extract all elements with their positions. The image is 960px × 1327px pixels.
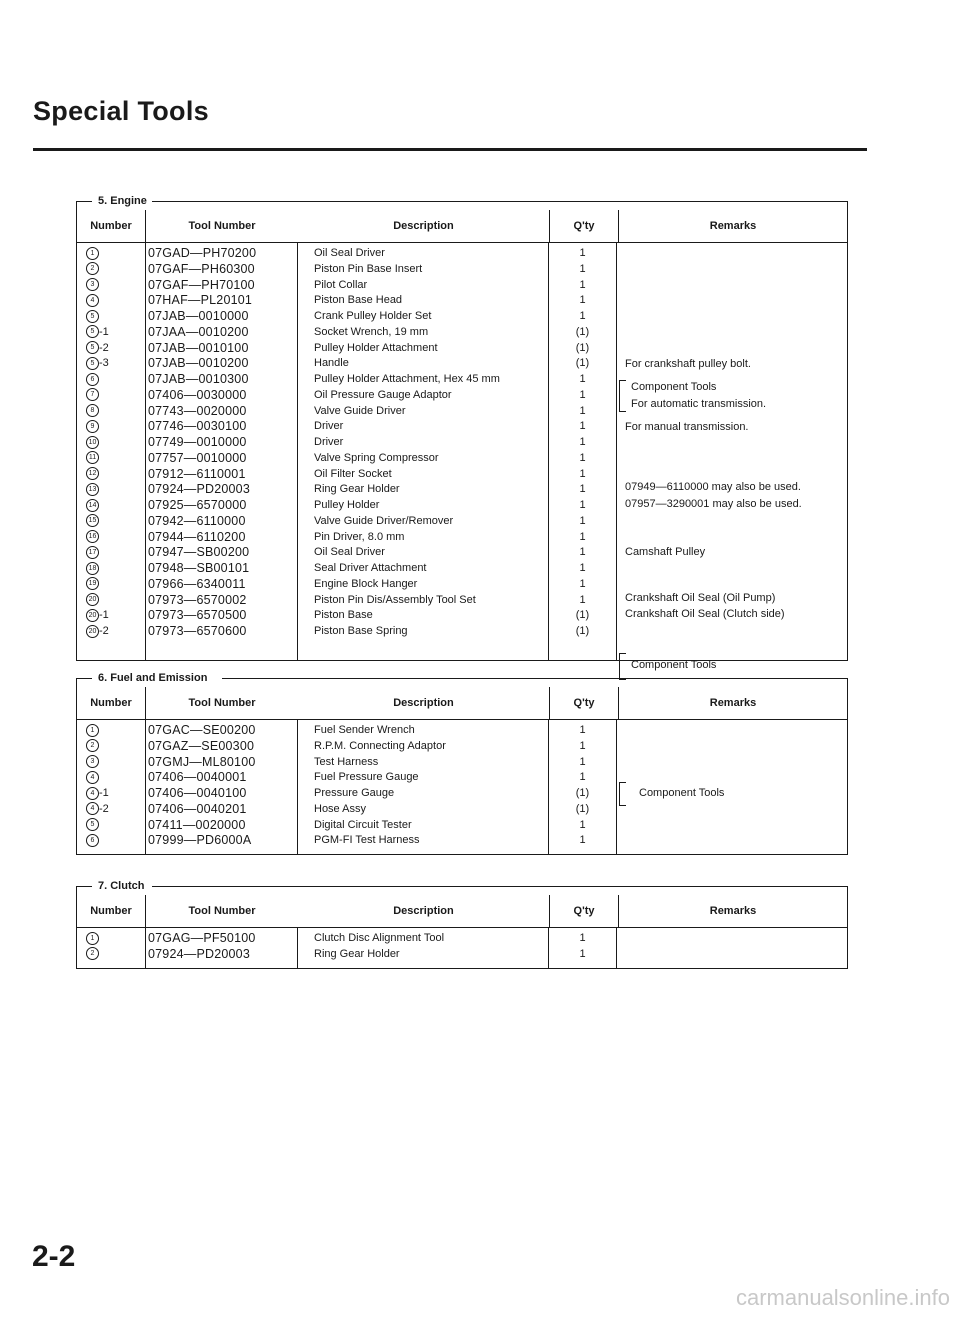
header-remarks: Remarks — [618, 687, 847, 719]
circled-number: 12 — [86, 467, 99, 480]
item-number-suffix: -1 — [99, 609, 109, 622]
tool-qty: 1 — [579, 262, 586, 275]
tool-qty: 1 — [579, 947, 586, 960]
circled-number: 4 — [86, 787, 99, 800]
tool-qty: 1 — [579, 310, 586, 322]
qty-column — [548, 928, 616, 968]
circled-number: 17 — [86, 546, 99, 559]
header-number: Number — [90, 905, 132, 917]
tool-number: 07944—6110200 — [148, 529, 246, 544]
tool-number: 07746—0030100 — [148, 419, 247, 434]
item-number — [77, 372, 145, 388]
item-number — [77, 723, 145, 739]
item-number — [77, 755, 145, 771]
header-number: Number — [90, 220, 132, 232]
tool-description: Pulley Holder Attachment, Hex 45 mm — [314, 373, 500, 385]
tool-description: Handle — [314, 357, 349, 370]
circled-number: 4 — [86, 771, 99, 784]
tool-qty: 1 — [579, 546, 586, 559]
tool-description: Crank Pulley Holder Set — [314, 310, 432, 322]
tool-qty: 1 — [579, 278, 586, 291]
tool-number-column — [145, 720, 297, 854]
tool-number: 07GAZ—SE00300 — [148, 738, 255, 753]
item-number — [77, 419, 145, 435]
circled-number: 3 — [86, 755, 99, 768]
fuel-section — [76, 671, 848, 855]
item-number-suffix: -2 — [99, 625, 109, 637]
remark-manual: For manual transmission. — [625, 421, 749, 433]
circled-number: 5 — [86, 818, 99, 831]
page-number: 2-2 — [32, 1240, 76, 1273]
header-tool-number: Tool Number — [145, 895, 298, 927]
circled-number: 8 — [86, 404, 99, 417]
circled-number: 6 — [86, 834, 99, 847]
tool-description: Oil Seal Driver — [314, 247, 385, 259]
circled-number: 10 — [86, 436, 99, 449]
tool-number: 07973—6570600 — [148, 624, 247, 638]
tool-qty: 1 — [579, 724, 586, 736]
tool-qty: 1 — [579, 373, 586, 385]
tool-qty: (1) — [575, 625, 590, 637]
tool-qty: (1) — [575, 341, 590, 354]
header-remarks: Remarks — [618, 895, 847, 927]
tool-number: 07JAA—0010200 — [148, 324, 249, 339]
description-column — [297, 928, 548, 968]
header-qty: Q'ty — [549, 210, 618, 242]
circled-number: 14 — [86, 499, 99, 512]
header-qty: Q'ty — [549, 895, 618, 927]
circled-number: 5 — [86, 325, 99, 338]
tool-qty: 1 — [579, 404, 586, 417]
tool-description: Valve Spring Compressor — [314, 451, 439, 464]
circled-number: 9 — [86, 420, 99, 433]
item-number — [77, 293, 145, 309]
item-number — [77, 608, 145, 624]
tool-qty: 1 — [579, 818, 586, 831]
tool-qty: 1 — [579, 562, 586, 574]
remarks-column — [616, 928, 847, 968]
tool-description: Ring Gear Holder — [314, 947, 400, 960]
qty-column — [548, 720, 616, 854]
tool-qty: 1 — [579, 388, 586, 401]
header-tool-number: Tool Number — [145, 687, 298, 719]
tool-number: 07GMJ—ML80100 — [148, 754, 256, 769]
clutch-section — [76, 879, 848, 969]
circled-number: 20 — [86, 593, 99, 606]
tool-description: Oil Seal Driver — [314, 546, 385, 559]
tool-number: 07942—6110000 — [148, 513, 246, 528]
item-number-suffix: -2 — [99, 802, 109, 815]
tool-number-column — [145, 928, 297, 968]
tool-number: 07999—PD6000A — [148, 833, 252, 848]
circled-number: 20 — [86, 625, 99, 638]
tool-number: 07JAB—0010100 — [148, 340, 249, 355]
number-column — [77, 928, 145, 968]
item-number — [77, 770, 145, 786]
circled-number: 11 — [86, 451, 99, 464]
item-number — [77, 833, 145, 849]
circled-number: 6 — [86, 373, 99, 386]
tool-number: 07411—0020000 — [148, 817, 246, 832]
tool-description: Digital Circuit Tester — [314, 818, 412, 831]
qty-column — [548, 243, 616, 660]
item-number — [77, 467, 145, 483]
item-number — [77, 514, 145, 530]
circled-number: 3 — [86, 278, 99, 291]
tool-description: Oil Pressure Gauge Adaptor — [314, 388, 452, 401]
number-column — [77, 720, 145, 854]
tool-qty: 1 — [579, 436, 586, 448]
section-title: 6. Fuel and Emission — [98, 672, 208, 684]
item-number — [77, 388, 145, 404]
header-description: Description — [393, 697, 454, 709]
circled-number: 5 — [86, 310, 99, 323]
item-number-suffix: -2 — [99, 341, 109, 354]
item-number — [77, 451, 145, 467]
component-bracket — [619, 380, 626, 412]
circled-number: 4 — [86, 802, 99, 815]
tool-number: 07JAB—0010000 — [148, 309, 249, 323]
circled-number: 20 — [86, 609, 99, 622]
tool-qty: 1 — [579, 294, 586, 307]
tool-number: 07406—0040001 — [148, 770, 247, 785]
tool-description: Pin Driver, 8.0 mm — [314, 530, 405, 543]
item-number-suffix: -1 — [99, 787, 109, 799]
tool-description: Oil Filter Socket — [314, 467, 392, 480]
number-column — [77, 243, 145, 660]
tool-qty: 1 — [579, 593, 586, 606]
tool-qty: (1) — [575, 787, 590, 799]
remark-crank: For crankshaft pulley bolt. — [625, 358, 751, 370]
tool-number: 07GAF—PH70100 — [148, 277, 255, 292]
tool-qty: 1 — [579, 451, 586, 464]
circled-number: 7 — [86, 388, 99, 401]
tool-number: 07924—PD20003 — [148, 946, 250, 961]
tool-description: R.P.M. Connecting Adaptor — [314, 739, 446, 752]
item-number — [77, 482, 145, 498]
tool-qty: 1 — [579, 499, 586, 511]
circled-number: 16 — [86, 530, 99, 543]
tool-description: Fuel Sender Wrench — [314, 724, 415, 736]
tool-qty: 1 — [579, 467, 586, 480]
item-number — [77, 545, 145, 561]
tool-number: 07406—0040100 — [148, 786, 247, 800]
item-number — [77, 624, 145, 640]
tool-number: 07JAB—0010300 — [148, 372, 249, 386]
item-number — [77, 786, 145, 802]
item-number — [77, 309, 145, 325]
tool-number: 07924—PD20003 — [148, 482, 250, 497]
table-header — [77, 687, 847, 720]
item-number — [77, 356, 145, 372]
header-number: Number — [90, 697, 132, 709]
remark-alt-1: 07949—6110000 may also be used. — [625, 481, 801, 493]
tool-qty: 1 — [579, 739, 586, 752]
circled-number: 15 — [86, 514, 99, 527]
tool-description: Pressure Gauge — [314, 787, 395, 799]
circled-number: 2 — [86, 947, 99, 960]
header-description: Description — [393, 220, 454, 232]
tool-description: Test Harness — [314, 755, 379, 768]
tool-number: 07925—6570000 — [148, 498, 247, 512]
tool-description: Engine Block Hanger — [314, 577, 418, 590]
circled-number: 1 — [86, 724, 99, 737]
item-number — [77, 802, 145, 818]
header-tool-number: Tool Number — [145, 210, 298, 242]
item-number — [77, 435, 145, 451]
tool-number: 07973—6570500 — [148, 608, 247, 623]
engine-section — [76, 194, 848, 671]
tool-qty: 1 — [579, 577, 586, 590]
tool-description: Piston Pin Base Insert — [314, 262, 423, 275]
circled-number: 18 — [86, 562, 99, 575]
table-header — [77, 895, 847, 928]
tool-description: Seal Driver Attachment — [314, 562, 427, 574]
tool-qty: (1) — [575, 802, 590, 815]
item-number — [77, 246, 145, 262]
remark-seal-clutch: Crankshaft Oil Seal (Clutch side) — [625, 608, 785, 620]
tool-description: Hose Assy — [314, 802, 366, 815]
item-number — [77, 577, 145, 593]
circled-number: 5 — [86, 357, 99, 370]
tool-description: Socket Wrench, 19 mm — [314, 325, 429, 338]
tool-qty: 1 — [579, 514, 586, 527]
remark-automatic: For automatic transmission. — [631, 398, 767, 410]
item-number — [77, 278, 145, 294]
item-number — [77, 931, 145, 947]
tool-description: Pilot Collar — [314, 278, 368, 291]
circled-number: 2 — [86, 262, 99, 275]
remark-component: Component Tools — [639, 787, 725, 799]
tool-number: 07948—SB00101 — [148, 561, 250, 575]
tool-number: 07757—0010000 — [148, 450, 247, 465]
page-title: Special Tools — [33, 96, 209, 126]
remarks-column — [616, 720, 847, 854]
remarks-column — [616, 243, 847, 671]
tool-number-column — [145, 243, 297, 660]
tool-qty: 1 — [579, 755, 586, 768]
item-number — [77, 947, 145, 963]
tool-description: Valve Guide Driver — [314, 404, 406, 417]
remark-component-2: Component Tools — [631, 659, 717, 671]
item-number — [77, 325, 145, 341]
tool-number: 07GAG—PF50100 — [148, 931, 256, 945]
description-column — [297, 243, 548, 660]
tool-qty: 1 — [579, 834, 586, 847]
tool-description: Ring Gear Holder — [314, 483, 400, 496]
item-number — [77, 739, 145, 755]
tool-qty: 1 — [579, 530, 586, 543]
title-rule — [33, 148, 867, 151]
tool-description: Fuel Pressure Gauge — [314, 771, 419, 784]
tool-number: 07743—0020000 — [148, 403, 247, 418]
tool-qty: 1 — [579, 771, 586, 784]
section-title: 7. Clutch — [98, 880, 145, 892]
item-number — [77, 593, 145, 609]
item-number — [77, 341, 145, 357]
tool-number: 07973—6570002 — [148, 592, 247, 607]
remark-alt-2: 07957—3290001 may also be used. — [625, 498, 802, 510]
tool-number: 07JAB—0010200 — [148, 356, 249, 371]
tool-qty: (1) — [575, 357, 590, 370]
watermark: carmanualsonline.info — [735, 1285, 950, 1310]
tool-description: Piston Pin Dis/Assembly Tool Set — [314, 593, 476, 606]
remark-seal-pump: Crankshaft Oil Seal (Oil Pump) — [625, 592, 776, 604]
tool-description: Valve Guide Driver/Remover — [314, 514, 454, 527]
remark-component: Component Tools — [631, 381, 717, 393]
tool-number: 07966—6340011 — [148, 576, 246, 591]
tool-number: 07947—SB00200 — [148, 545, 250, 560]
tool-qty: 1 — [579, 247, 586, 259]
item-number — [77, 498, 145, 514]
table-header — [77, 210, 847, 243]
tool-number: 07HAF—PL20101 — [148, 293, 253, 308]
item-number — [77, 262, 145, 278]
circled-number: 4 — [86, 294, 99, 307]
item-number — [77, 561, 145, 577]
item-number — [77, 530, 145, 546]
tool-description: Driver — [314, 436, 344, 448]
tool-description: Pulley Holder — [314, 499, 380, 511]
tool-description: Clutch Disc Alignment Tool — [314, 932, 445, 944]
circled-number: 5 — [86, 341, 99, 354]
tool-number: 07GAD—PH70200 — [148, 246, 257, 260]
tool-qty: (1) — [575, 325, 590, 338]
tool-qty: 1 — [579, 483, 586, 496]
header-remarks: Remarks — [618, 210, 847, 242]
tool-description: PGM-FI Test Harness — [314, 834, 420, 847]
tool-description: Piston Base Spring — [314, 625, 408, 637]
circled-number: 19 — [86, 577, 99, 590]
tool-number: 07GAF—PH60300 — [148, 261, 255, 276]
tool-number: 07GAC—SE00200 — [148, 723, 256, 737]
tool-description: Pulley Holder Attachment — [314, 341, 438, 354]
tool-description: Piston Base — [314, 609, 373, 622]
circled-number: 1 — [86, 932, 99, 945]
tool-number: 07406—0040201 — [148, 801, 247, 816]
component-bracket — [619, 782, 626, 806]
item-number-suffix: -3 — [99, 357, 109, 370]
item-number — [77, 818, 145, 834]
tool-qty: 1 — [579, 932, 586, 944]
item-number-suffix: -1 — [99, 325, 109, 338]
remark-camshaft: Camshaft Pulley — [625, 546, 706, 558]
header-description: Description — [393, 905, 454, 917]
tool-number: 07912—6110001 — [148, 466, 246, 481]
tool-number: 07749—0010000 — [148, 435, 247, 449]
tool-number: 07406—0030000 — [148, 387, 247, 402]
tool-description: Piston Base Head — [314, 294, 403, 307]
header-qty: Q'ty — [549, 687, 618, 719]
tool-qty: (1) — [575, 609, 590, 622]
item-number — [77, 404, 145, 420]
circled-number: 1 — [86, 247, 99, 260]
description-column — [297, 720, 548, 854]
section-title: 5. Engine — [98, 195, 147, 207]
tool-description: Driver — [314, 420, 344, 433]
circled-number: 2 — [86, 739, 99, 752]
circled-number: 13 — [86, 483, 99, 496]
tool-qty: 1 — [579, 420, 586, 433]
